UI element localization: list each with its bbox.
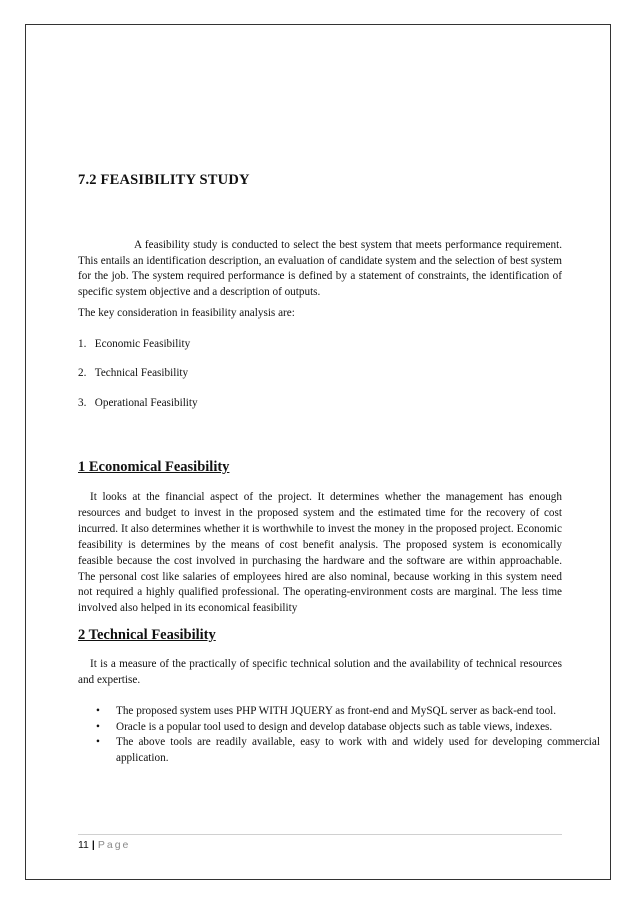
section-heading-economical: 1 Economical Feasibility	[78, 459, 230, 475]
bullet-text: Oracle is a popular tool used to design and develop database objects such as table views, indexes.	[116, 720, 553, 733]
key-consideration-text: The key consideration in feasibility analysis are:	[78, 307, 295, 319]
footer-separator: |	[91, 839, 95, 851]
list-label: Operational Feasibility	[94, 397, 198, 409]
list-item-technical	[78, 367, 188, 379]
page-title: 7.2 FEASIBILITY STUDY	[78, 172, 250, 188]
page-number: 11	[78, 839, 89, 851]
bullet-item	[96, 720, 600, 736]
section-heading-technical: 2 Technical Feasibility	[78, 627, 216, 643]
list-item-operational	[78, 397, 198, 409]
bullet-text: The proposed system uses PHP WITH JQUERY as front-end and MySQL server as back-end tool.	[116, 705, 557, 717]
list-label: Technical Feasibility	[94, 367, 189, 379]
intro-paragraph: A feasibility study is conducted to select the best system that meets performance requirement. This entails an identification description, an evaluation of candidate system and the selection of best system for the job. The system required performance is defined by a statement of constraints, the identification of specific system objective and a description of outputs.	[78, 239, 562, 298]
list-number: 1.	[78, 338, 87, 350]
list-item-economic	[78, 338, 190, 350]
bullet-icon: •	[96, 705, 100, 717]
list-number: 3.	[78, 397, 87, 409]
page-word: Page	[97, 839, 131, 851]
technical-bullet-list	[78, 704, 600, 766]
bullet-item	[96, 704, 600, 720]
footer-divider	[78, 834, 562, 835]
economical-paragraph: It looks at the financial aspect of the project. It determines whether the management has enough resources and budget to invest in the proposed system and the estimated time for the recovery of cost incurred. It also determines whether it is worthwhile to invest the money in the proposed project. Economic feasibility is determines by the means of cost benefit analysis. The proposed system is economically feasible because the cost involved in purchasing the hardware and the software are within approachable. The personal cost like salaries of employees hired are also nominal, because working in this system need not required a highly qualified professional. The operating-environment costs are marginal. The less time involved also helped in its economical feasibility	[78, 491, 562, 615]
bullet-icon: •	[96, 736, 100, 748]
page-footer	[78, 839, 130, 851]
bullet-item	[96, 735, 600, 766]
list-label: Economic Feasibility	[94, 338, 191, 350]
bullet-text: The above tools are readily available, easy to work with and widely used for developing commercial application.	[116, 736, 600, 764]
bullet-icon: •	[96, 720, 100, 733]
list-number: 2.	[78, 367, 87, 379]
technical-paragraph: It is a measure of the practically of specific technical solution and the availability of technical resources and expertise.	[78, 658, 562, 686]
